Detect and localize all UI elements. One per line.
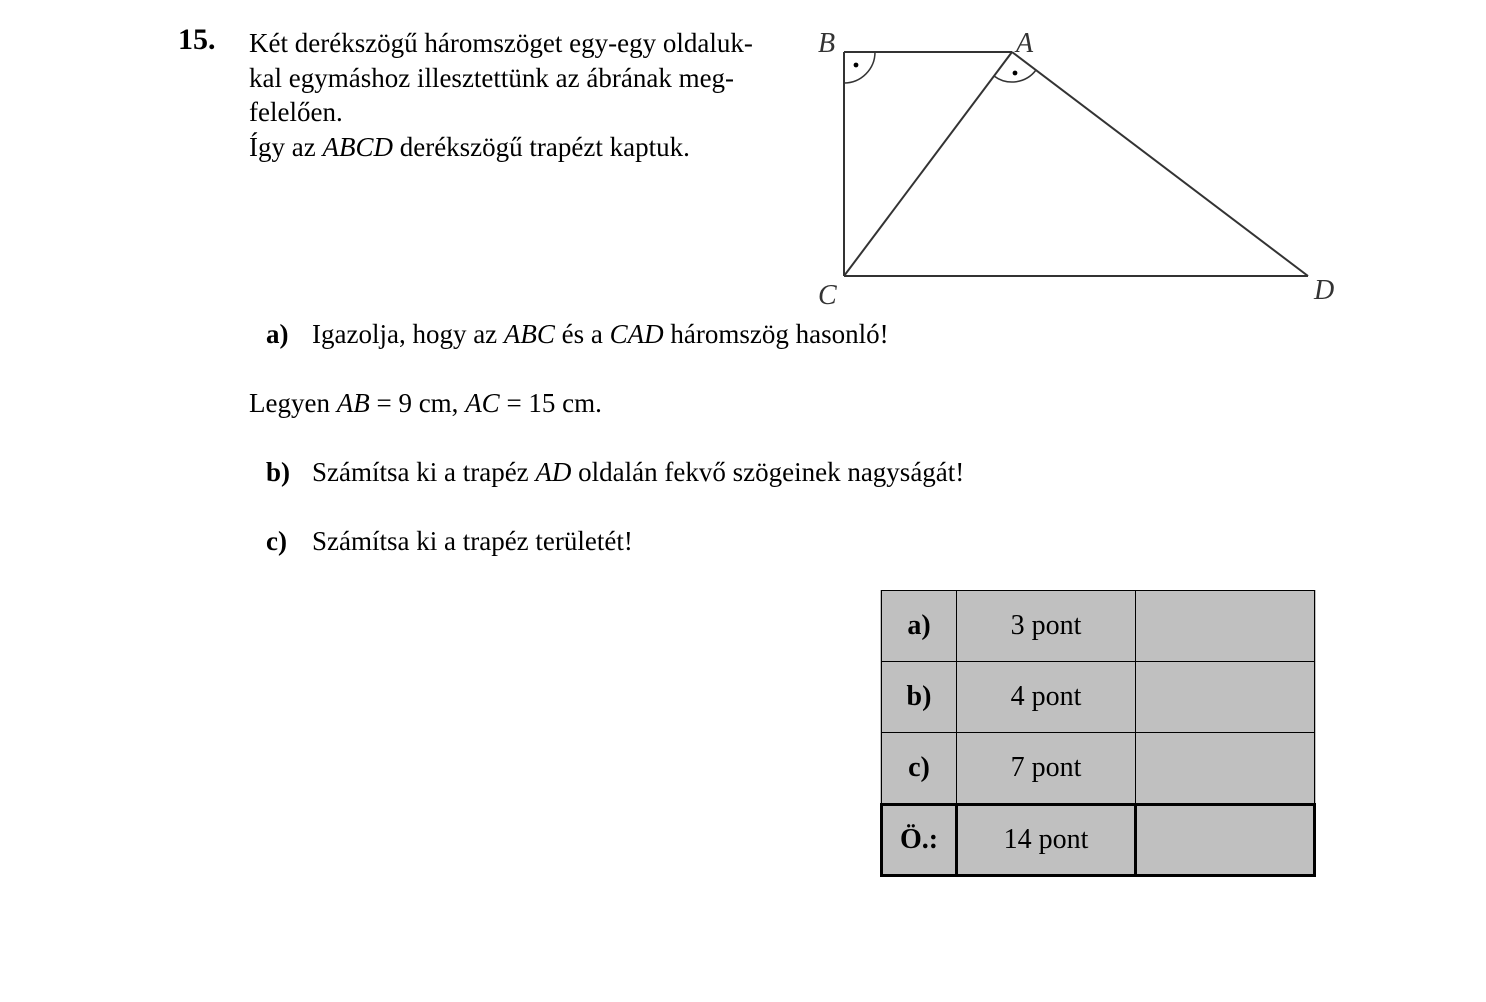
task-a-text-1: Igazolja, hogy az [312,319,504,349]
intro-line-4-prefix: Így az [249,132,323,162]
score-row-earned[interactable] [1136,733,1315,805]
score-row-label: b) [882,662,957,733]
score-total-points: 14 pont [957,805,1136,876]
score-total-earned[interactable] [1136,805,1315,876]
task-a-label: a) [266,319,289,349]
intro-line-2: kal egymáshoz illesztettünk az ábrának meg- [249,63,735,93]
score-total-label: Ö.: [882,805,957,876]
intro-line-3: felelően. [249,97,343,127]
score-row-label: a) [882,591,957,662]
side-ab-value: = 9 cm, [369,388,466,418]
segment-ad [1012,52,1308,276]
intro-line-1: Két derékszögű háromszöget egy-egy oldaluk- [249,28,753,58]
score-table [880,590,1316,877]
triangle-abc: ABC [503,319,555,349]
trapezoid-name: ABCD [322,132,393,162]
vertex-label-c: C [818,280,837,311]
task-a-text-2: és a [554,319,610,349]
score-row-points: 4 pont [957,662,1136,733]
task-a [266,317,889,351]
segment-ac [844,52,1012,276]
score-row-points: 7 pont [957,733,1136,805]
vertex-label-d: D [1314,275,1335,306]
task-c [266,524,633,558]
given-values [249,386,602,420]
right-angle-dot-a [1013,71,1018,76]
side-ab: AB [336,388,370,418]
score-row-earned[interactable] [1136,591,1315,662]
intro-line-4 [249,130,690,164]
task-a-text-3: háromszög hasonló! [663,319,889,349]
score-row-label: c) [882,733,957,805]
intro-line-4-suffix: derékszögű trapézt kaptuk. [392,132,690,162]
score-row-c [882,733,1315,805]
score-row-a [882,591,1315,662]
side-ac: AC [465,388,500,418]
side-ac-value: = 15 cm. [499,388,602,418]
trapezoid-figure [800,20,1360,320]
task-c-text: Számítsa ki a trapéz területét! [312,526,633,556]
task-b-label: b) [266,457,291,487]
vertex-label-a: A [1016,28,1034,59]
right-angle-dot-b [854,63,859,68]
vertex-label-b: B [818,28,836,59]
score-row-total [882,805,1315,876]
given-prefix: Legyen [249,388,337,418]
right-angle-arc-b [844,52,875,83]
score-row-b [882,662,1315,733]
task-b-text-1: Számítsa ki a trapéz [312,457,536,487]
side-ad: AD [535,457,572,487]
triangle-cad: CAD [609,319,664,349]
task-b-text-2: oldalán fekvő szögeinek nagyságát! [571,457,965,487]
problem-number: 15. [178,23,216,56]
task-b [266,455,964,489]
score-row-earned[interactable] [1136,662,1315,733]
score-row-points: 3 pont [957,591,1136,662]
task-c-label: c) [266,526,287,556]
